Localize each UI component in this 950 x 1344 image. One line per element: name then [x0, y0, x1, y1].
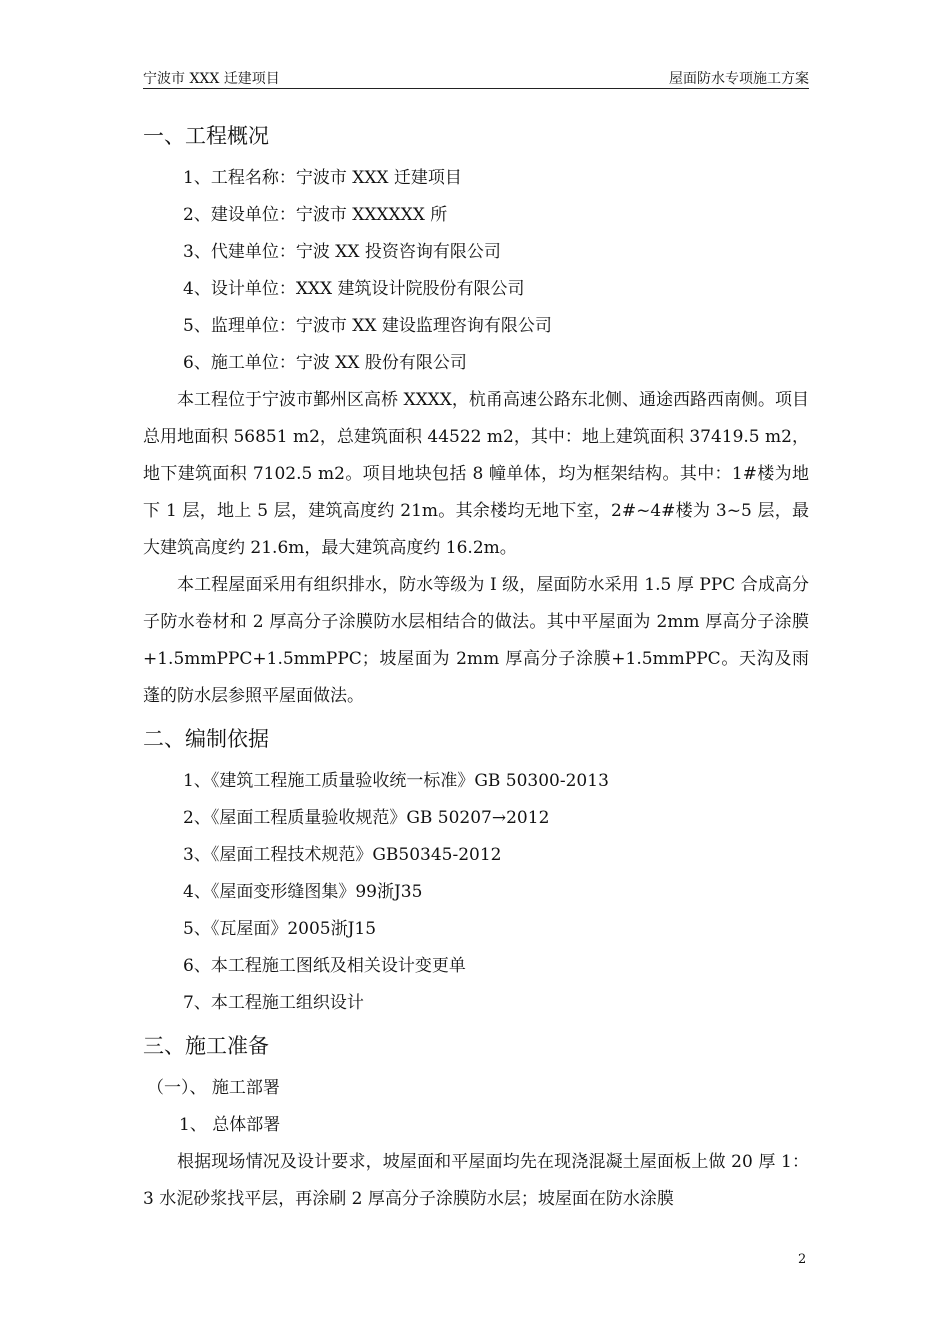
header-document-title: 屋面防水专项施工方案: [669, 71, 809, 87]
list-item: 4、《屋面变形缝图集》99浙J35: [183, 882, 423, 902]
subsection-heading: （一）、 施工部署: [147, 1078, 280, 1098]
list-item: 3、《屋面工程技术规范》GB50345-2012: [183, 845, 502, 865]
section-heading-preparation: 三、施工准备: [143, 1034, 269, 1058]
section-heading-overview: 一、工程概况: [143, 124, 269, 148]
list-item: 6、本工程施工图纸及相关设计变更单: [183, 956, 466, 976]
paragraph-roof-waterproofing: 本工程屋面采用有组织排水，防水等级为 I 级，屋面防水采用 1.5 厚 PPC 合成高分子防水卷材和 2 厚高分子涂膜防水层相结合的做法。其中平屋面为 2mm 厚高分子涂膜+1.5mmPPC+1.5mmPPC；坡屋面为 2mm 厚高分子涂膜+1.5mmPPC。天沟及雨蓬的防水层参照平屋面做法。: [143, 575, 809, 706]
list-item: 1、工程名称：宁波市 XXX 迁建项目: [183, 168, 462, 188]
list-item: 4、设计单位：XXX 建筑设计院股份有限公司: [183, 279, 525, 299]
page-header: [143, 66, 809, 89]
list-item: 1、《建筑工程施工质量验收统一标准》GB 50300-2013: [183, 771, 609, 791]
subsection-heading: 1、 总体部署: [179, 1115, 281, 1135]
paragraph-overall-deployment: 根据现场情况及设计要求，坡屋面和平屋面均先在现浇混凝土屋面板上做 20 厚 1：3 水泥砂浆找平层，再涂刷 2 厚高分子涂膜防水层；坡屋面在防水涂膜: [143, 1152, 809, 1209]
page-number: 2: [798, 1252, 807, 1267]
list-item: 2、《屋面工程质量验收规范》GB 50207→2012: [183, 808, 550, 828]
document-body: [143, 112, 809, 1218]
paragraph-project-location: 本工程位于宁波市鄞州区高桥 XXXX，杭甬高速公路东北侧、通途西路西南侧。项目总用地面积 56851 m2，总建筑面积 44522 m2，其中：地上建筑面积 37419.5 m2，地下建筑面积 7102.5 m2。项目地块包括 8 幢单体，均为框架结构。其中：1#楼为地下 1 层，地上 5 层，建筑高度约 21m。其余楼均无地下室，2#~4#楼为 3~5 层，最大建筑高度约 21.6m，最大建筑高度约 16.2m。: [143, 390, 809, 558]
header-project-name: 宁波市 XXX 迁建项目: [143, 71, 280, 87]
section-heading-basis: 二、编制依据: [143, 727, 269, 751]
list-item: 2、建设单位：宁波市 XXXXXX 所: [183, 205, 448, 225]
list-item: 5、监理单位：宁波市 XX 建设监理咨询有限公司: [183, 316, 552, 336]
list-item: 7、本工程施工组织设计: [183, 993, 364, 1013]
list-item: 5、《瓦屋面》2005浙J15: [183, 919, 377, 939]
list-item: 3、代建单位：宁波 XX 投资咨询有限公司: [183, 242, 501, 262]
list-item: 6、施工单位：宁波 XX 股份有限公司: [183, 353, 467, 373]
